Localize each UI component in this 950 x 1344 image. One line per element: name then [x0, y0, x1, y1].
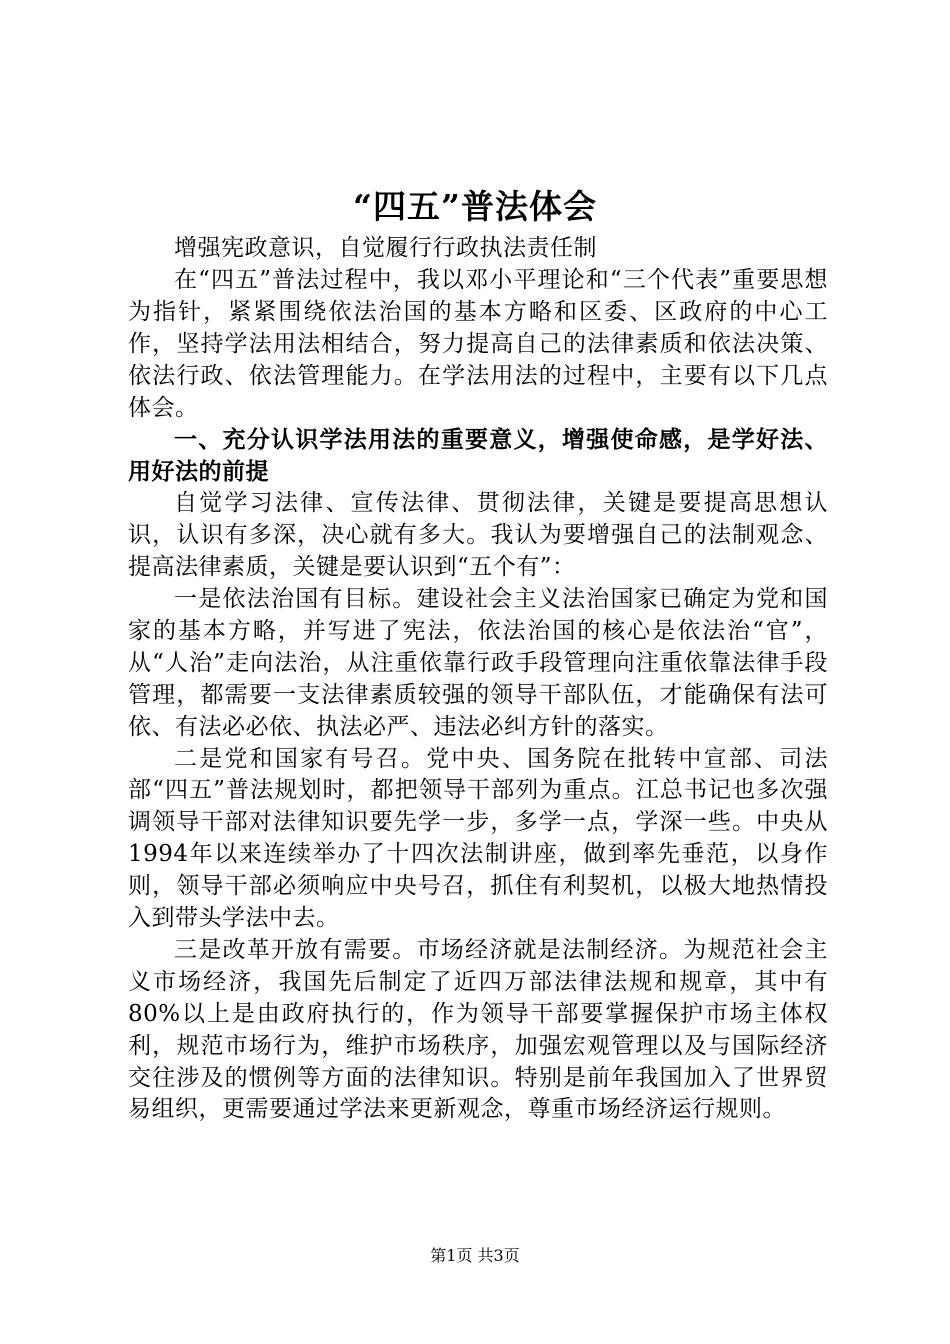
paragraph: 三是改革开放有需要。市场经济就是法制经济。为规范社会主义市场经济，我国先后制定了近四万部法律法规和规章，其中有80%以上是由政府执行的，作为领导干部要掌握保护市场主体权利，规范市场行为，维护市场秩序，加强宏观管理以及与国际经济交往涉及的惯例等方面的法律知识。特别是前年我国加入了世界贸易组织，更需要通过学法来更新观念，尊重市场经济运行规则。	[128, 936, 828, 1123]
paragraph: 二是党和国家有号召。党中央、国务院在批转中宣部、司法部“四五”普法规划时，都把领导干部列为重点。江总书记也多次强调领导干部对法律知识要先学一步，多学一点，学深一些。中央从1994年以来连续举办了十四次法制讲座，做到率先垂范，以身作则，领导干部必须响应中央号召，抓住有利契机，以极大地热情投入到带头学法中去。	[128, 745, 828, 932]
paragraph: 增强宪政意识，自觉履行行政执法责任制	[174, 235, 597, 261]
page-footer: 第1页 共3页	[430, 1246, 520, 1265]
section-heading: 一、充分认识学法用法的重要意义，增强使命感，是学好法、用好法的前提	[128, 426, 828, 486]
document-title: “四五”普法体会	[353, 187, 597, 226]
paragraph: 一是依法治国有目标。建设社会主义法治国家已确定为党和国家的基本方略，并写进了宪法，依法治国的核心是依法治“官”，从“人治”走向法治，从注重依靠行政手段管理向注重依靠法律手段管理，都需要一支法律素质较强的领导干部队伍，才能确保有法可依、有法必必依、执法必严、违法必纠方针的落实。	[128, 585, 828, 740]
paragraph: 在“四五”普法过程中，我以邓小平理论和“三个代表”重要思想为指针，紧紧围绕依法治国的基本方略和区委、区政府的中心工作，坚持学法用法相结合，努力提高自己的法律素质和依法决策、依法行政、依法管理能力。在学法用法的过程中，主要有以下几点体会。	[128, 266, 828, 421]
paragraph: 自觉学习法律、宣传法律、贯彻法律，关键是要提高思想认识，认识有多深，决心就有多大。我认为要增强自己的法制观念、提高法律素质，关键是要认识到“五个有”：	[128, 490, 828, 581]
document-body	[128, 233, 828, 1126]
